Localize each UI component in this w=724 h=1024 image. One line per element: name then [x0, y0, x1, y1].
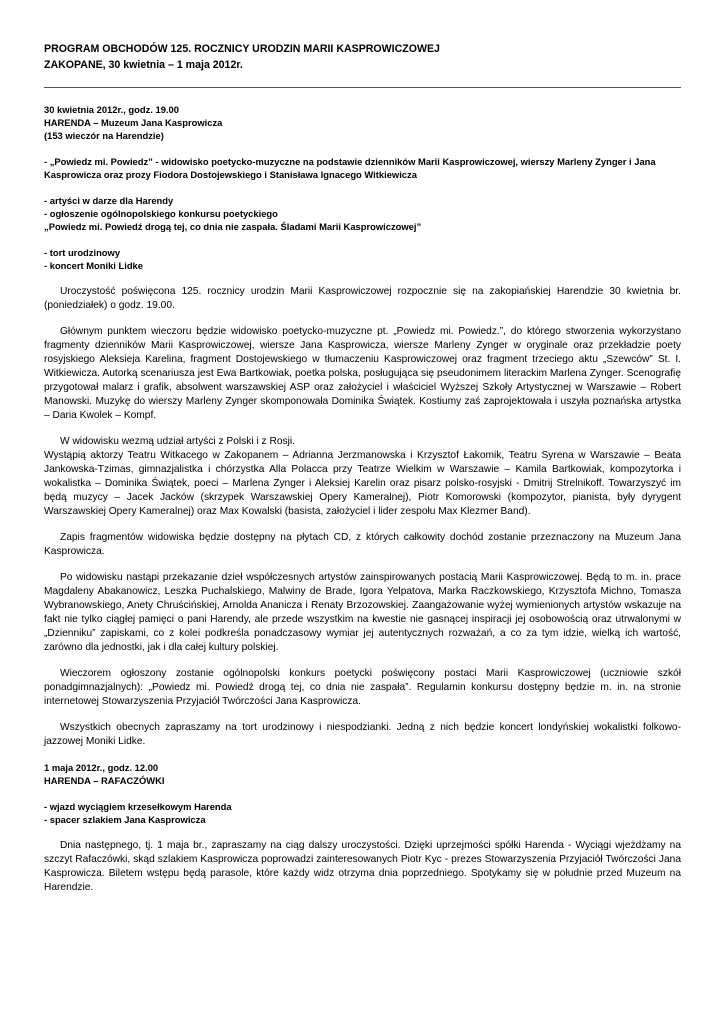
day1-program-list-2 [44, 246, 681, 272]
day1-program-list-1 [44, 194, 681, 233]
day1-venue: HARENDA – Muzeum Jana Kasprowicza [44, 117, 223, 128]
paragraph-3-body: Wystąpią aktorzy Teatru Witkacego w Zakopanem – Adrianna Jerzmanowska i Krzysztof Łakomik, Teatru Syrena w Warszawie – Beata Jankowska-Tzimas, gimnazjalistka i chórzystka Alla Polacca przy Teatrze Wielkim w Warszawie – Kamila Bartkowiak, kompozytorka i wokalistka – Dominika Świątek, poeci – Marlena Zynger i Aleksiej Karelin oraz pisarz polsko-rosyjski - Dmitrij Strelnikoff. Towarzyszyć im będą muzycy – Jacek Jacków (skrzypek Warszawskiej Opery Kameralnej), Piotr Komorowski (kompozytor, pianista, były dyrygent Warszawskiej Opery Kameralnej) oraz Max Kowalski (basista, założyciel i lider zespołu Max Klezmer Band). [44, 450, 681, 517]
day2-venue: HARENDA – RAFACZÓWKI [44, 775, 165, 786]
list-item: - spacer szlakiem Jana Kasprowicza [44, 814, 206, 825]
paragraph-2: Głównym punktem wieczoru będzie widowisko poetycko-muzyczne pt. „Powiedz mi. Powiedz.”, do którego stworzenia wykorzystano fragmenty dzienników Marii Kasprowiczowej, wiersze Jana Kasprowicza, wiersze Marleny Zynger w oryginale oraz przekładzie poety rosyjskiego Aleksieja Karelina, fragment Dostojewskiego w tłumaczeniu Kasprowiczowej oraz fragment trzeciego aktu „Szewców” St. I. Witkiewicza. Autorką scenariusza jest Ewa Bartkowiak, poetka polska, posługująca się pseudonimem literackim Marlena Zynger. Scenografię przygotował malarz i grafik, absolwent warszawskiej ASP oraz założyciel i właściciel Wyższej Szkoły Artystycznej w Warszawie – Robert Manowski. Muzykę do wierszy Marleny Zynger skomponowała Dominika Świątek. Kostiumy zaś zaprojektowała i uszyła poznańska artystka – Daria Kwolek – Kompf. [44, 326, 681, 421]
list-item: - ogłoszenie ogólnopolskiego konkursu poetyckiego [44, 208, 278, 219]
paragraph-3-first-line: W widowisku wezmą udział artyści z Polski i z Rosji. [60, 436, 295, 447]
list-item: - artyści w darze dla Harendy [44, 195, 174, 206]
paragraph-4: Zapis fragmentów widowiska będzie dostępny na płytach CD, z których całkowity dochód zostanie przeznaczony na Muzeum Jana Kasprowicza. [44, 532, 681, 557]
paragraph-1: Uroczystość poświęcona 125. rocznicy urodzin Marii Kasprowiczowej rozpocznie się na zakopiańskiej Harendzie 30 kwietnia br. (poniedziałek) o godz. 19.00. [44, 286, 681, 311]
list-item: - koncert Moniki Lidke [44, 260, 143, 271]
list-item: - tort urodzinowy [44, 247, 121, 258]
paragraph-7: Wszystkich obecnych zapraszamy na tort urodzinowy i niespodzianki. Jedną z nich będzie koncert londyńskiej wokalistki folkowo-jazzowej Moniki Lidke. [44, 722, 681, 747]
day1-note: (153 wieczór na Harendzie) [44, 130, 164, 141]
paragraph-6: Wieczorem ogłoszony zostanie ogólnopolski konkurs poetycki poświęcony postaci Marii Kasprowiczowej (uczniowie szkół ponadgimnazjalnych): „Powiedz mi. Powiedź drogą tej, co dnia nie zaspała”. Regulamin konkursu dostępny będzie m. in. na stronie internetowej Stowarzyszenia Przyjaciół Twórczości Jana Kasprowicza. [44, 668, 681, 707]
paragraph-5: Po widowisku nastąpi przekazanie dzieł współczesnych artystów zainspirowanych postacią Marii Kasprowiczowej. Będą to m. in. prace Magdaleny Abakanowicz, Leszka Puchalskiego, Malwiny de Brade, Igora Yelpatova, Marka Raczkowskiego, Krzysztofa Michno, Tomasza Wybranowskiego, Anety Chruścińskiej, Arnolda Ananicza i Renaty Brzozowskiej. Zaangażowanie wyżej wymienionych artystów wskazuje na fakt nie tylko ciągłej pamięci o pani Harendy, ale przede wszystkim na kwestie nie gasnącej inspiracji jej osobowością oraz utrwalonymi w „Dzienniku” zapiskami, co z kolei podkreśla ponadczasowy wymiar jej autentycznych rozważań, a co za tym idzie, wielką ich wartość, zarówno dla jednostki, jak i dla całej kultury polskiej. [44, 572, 681, 653]
day2-event-header [44, 761, 681, 787]
day1-show-description: - „Powiedz mi. Powiedz” - widowisko poetycko-muzyczne na podstawie dzienników Marii Kasprowiczowej, wierszy Marleny Zynger i Jana Kasprowicza oraz prozy Fiodora Dostojewskiego i Stanisława Ignacego Witkiewicza [44, 156, 656, 180]
title-line-2: ZAKOPANE, 30 kwietnia – 1 maja 2012r. [44, 59, 243, 71]
day2-date: 1 maja 2012r., godz. 12.00 [44, 762, 159, 773]
day2-program-list [44, 800, 681, 826]
day1-event-header [44, 103, 681, 142]
document-body [44, 103, 681, 907]
paragraph-8: Dnia następnego, tj. 1 maja br., zapraszamy na ciąg dalszy uroczystości. Dzięki uprzejmości spółki Harenda - Wyciągi wjeżdżamy na szczyt Rafaczówki, skąd szlakiem Kasprowicza poprowadzi zainteresowanych Piotr Kyc - prezes Stowarzyszenia Przyjaciół Twórczości Jana Kasprowicza. Biletem wstępu będą parasole, które każdy widz otrzyma dnia poprzedniego. Spotykamy się w południe przed Muzeum na Harendzie. [44, 840, 681, 893]
list-item: „Powiedz mi. Powiedź drogą tej, co dnia nie zaspała. Śladami Marii Kasprowiczowej” [44, 221, 422, 232]
paragraph-3 [44, 435, 681, 519]
title-line-1: PROGRAM OBCHODÓW 125. ROCZNICY URODZIN MARII KASPROWICZOWEJ [44, 43, 440, 55]
day1-date: 30 kwietnia 2012r., godz. 19.00 [44, 104, 179, 115]
header-divider [44, 87, 681, 88]
document-title [44, 41, 681, 73]
list-item: - wjazd wyciągiem krzesełkowym Harenda [44, 801, 232, 812]
